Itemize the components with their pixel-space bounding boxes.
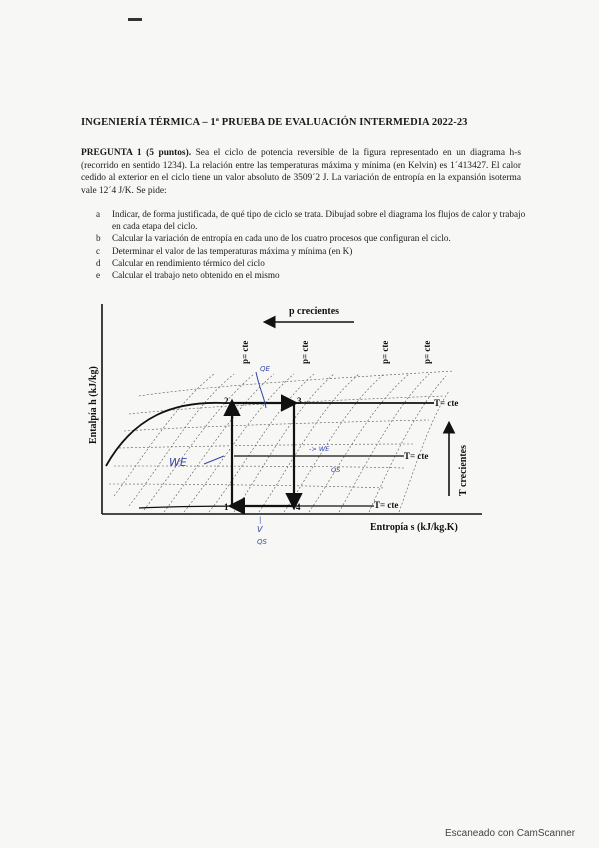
isotherm-label: T= cte xyxy=(374,500,399,510)
cycle-1234 xyxy=(232,403,294,506)
question-statement xyxy=(81,147,521,197)
isobar-label: p= cte xyxy=(380,340,390,364)
task-letter: c xyxy=(96,245,101,256)
isobar-label: p= cte xyxy=(422,340,432,364)
isobar-label: p= cte xyxy=(240,340,250,364)
task-item-a xyxy=(96,208,526,232)
point-2-label: 2 xyxy=(224,396,229,406)
point-3-label: 3 xyxy=(297,396,302,406)
isotherm-grid xyxy=(109,371,454,488)
question-text: Sea el ciclo de potencia reversible de la figura representado en un diagrama h-s (recorrido en sentido 1234). La relación entre las temperaturas máxima y mínima (en Kelvin) es 1´413427. El calor cedido al exterior en el ciclo tiene un valor absoluto de 3509´2 J. La variación de entropía en la expansión isoterma vale 12´4 J/K. Se pide: xyxy=(81,148,521,196)
handwritten-we-left: WE xyxy=(169,456,187,469)
isotherm-label: T= cte xyxy=(404,451,429,461)
task-item-e xyxy=(96,269,526,281)
task-text: Calcular el trabajo neto obtenido en el mismo xyxy=(112,270,280,281)
task-item-b xyxy=(96,232,526,244)
handwritten-we-right: -> WE xyxy=(309,445,330,453)
handwritten-qs-small: QS xyxy=(331,466,341,474)
scan-mark xyxy=(128,18,142,21)
isobar-label: p= cte xyxy=(300,340,310,364)
isobar-grid xyxy=(114,374,449,512)
t-increasing-label: T crecientes xyxy=(458,444,469,496)
handwritten-qe: QE xyxy=(260,365,270,373)
task-text: Calcular en rendimiento térmico del ciclo xyxy=(112,257,265,268)
task-item-c xyxy=(96,245,526,257)
task-text: Indicar, de forma justificada, de qué tipo de ciclo se trata. Dibujad sobre el diagrama los flujos de calor y trabajo en cada etapa del ciclo. xyxy=(112,209,526,232)
task-letter: d xyxy=(96,257,101,268)
exam-title: INGENIERÍA TÉRMICA – 1ª PRUEBA DE EVALUACIÓN INTERMEDIA 2022-23 xyxy=(81,117,468,128)
handwritten-qs: QS xyxy=(257,538,267,546)
task-letter: e xyxy=(96,270,101,281)
task-letter: a xyxy=(96,209,101,219)
question-label: PREGUNTA 1 (5 puntos). xyxy=(81,148,192,158)
p-increasing-label: p crecientes xyxy=(289,306,340,317)
task-text: Determinar el valor de las temperaturas máxima y mínima (en K) xyxy=(112,245,353,256)
y-axis-label: Entalpía h (kJ/kg) xyxy=(88,366,99,444)
isotherm-label: T= cte xyxy=(434,398,459,408)
x-axis-label: Entropía s (kJ/kg.K) xyxy=(370,522,458,533)
hs-diagram xyxy=(84,296,514,556)
handwritten-tick: | xyxy=(259,516,262,524)
point-4-label: 4 xyxy=(296,502,301,512)
handwritten-v: V xyxy=(257,525,263,534)
scanner-watermark: Escaneado con CamScanner xyxy=(445,828,576,839)
task-list xyxy=(96,208,526,281)
point-1-label: 1 xyxy=(224,502,229,512)
task-letter: b xyxy=(96,233,101,244)
task-text: Calcular la variación de entropía en cada uno de los cuatro procesos que configuran el ciclo. xyxy=(112,233,451,244)
task-item-d xyxy=(96,257,526,269)
